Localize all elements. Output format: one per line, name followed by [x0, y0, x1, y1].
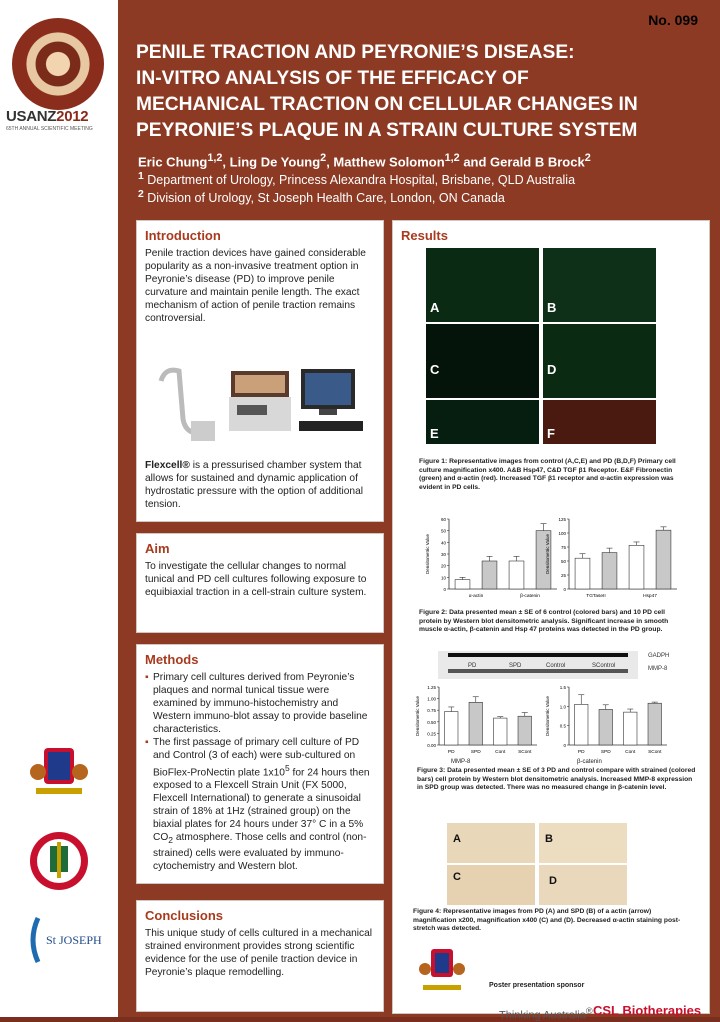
- bar: [445, 712, 458, 745]
- author-list: Eric Chung$^{1,2}$, Ling De Young$^2$, Matthew Solomon$^{1,2}$ and Gerald B Brock$^2$: [138, 152, 591, 170]
- conclusions-text: This unique study of cells cultured in a mechanical strained environment provides strong scientific evidence for the use of penile traction device in Peyronie’s plaque remodelling.: [145, 928, 373, 978]
- sponsor-csl-logo: CSL Biotherapies: [593, 1003, 702, 1018]
- bar: [482, 561, 497, 589]
- y-axis-label: Densitometric Value: [545, 534, 550, 574]
- usanz-emblem-icon: [12, 18, 104, 110]
- figure-3-caption: Figure 3: Data presented mean ± SE of 3 PD and control compare with strained (colored bars) cell protein by Western blot densitometric analysis. Increased MMP-8 expression in SPD group was detected. There was no measured change in β-catenin level.: [417, 767, 696, 791]
- poster-number: No. 099: [648, 12, 698, 28]
- figure-4-image-b: B: [539, 823, 627, 863]
- figure-3-right-xlabel: β-catenin: [577, 759, 602, 765]
- figure-3-chart-right: [543, 681, 673, 759]
- y-tick-label: 75: [560, 545, 566, 550]
- x-tick-label: Cont: [495, 750, 506, 755]
- st-joseph-logo-icon: [24, 912, 102, 968]
- poster-title: PENILE TRACTION AND PEYRONIE’S DISEASE: IN-VITRO ANALYSIS OF THE EFFICACY OF MECHANICAL TRACTION ON CELLULAR CHANGES IN PEYRONIE’S PLAQUE IN A STRAIN CULTURE SYSTEM: [136, 42, 638, 141]
- sponsor-thinking-australia: Thinking Australia®: [499, 1006, 593, 1022]
- aim-heading: Aim: [145, 541, 170, 556]
- y-tick-label: 125: [558, 517, 566, 522]
- bar: [575, 558, 590, 589]
- x-tick-label: β-catenin: [520, 594, 540, 599]
- x-tick-label: α-actin: [468, 594, 484, 599]
- usanz-logo-text: USANZ2012: [6, 108, 89, 125]
- sponsor-label: Poster presentation sponsor: [489, 982, 585, 989]
- introduction-panel: [136, 220, 384, 522]
- usanz-subtitle: 65TH ANNUAL SCIENTIFIC MEETING: [6, 126, 93, 132]
- blot-label-pd: PD: [468, 663, 477, 669]
- y-axis-label: Densitometric Value: [415, 696, 420, 736]
- bar: [494, 718, 507, 745]
- results-heading: Results: [401, 228, 448, 243]
- figure-4-image-c: C: [447, 865, 535, 905]
- x-tick-label: SPD: [600, 750, 611, 755]
- conclusions-panel: [136, 900, 384, 1012]
- micrograph-e: E: [426, 400, 539, 444]
- conclusions-heading: Conclusions: [145, 908, 224, 923]
- x-tick-label: Hsp47: [643, 594, 657, 599]
- college-crest-icon: [30, 742, 88, 800]
- bar: [518, 716, 531, 745]
- y-tick-label: 50: [560, 559, 566, 564]
- bar: [599, 709, 612, 745]
- y-tick-label: 60: [440, 517, 446, 522]
- introduction-heading: Introduction: [145, 228, 221, 243]
- bar: [455, 580, 470, 589]
- x-tick-label: SCont: [648, 750, 662, 755]
- flexcell-device-image: [151, 361, 371, 456]
- figure-2-caption: Figure 2: Data presented mean ± SE of 6 control (colored bars) and 10 PD cell protein by Western blot densitometric analysis. Significant increase in smooth muscle α-actin, β-catenin and Hsp 47 proteins was detected in the PD group.: [419, 609, 669, 633]
- introduction-text: Penile traction devices have gained considerable popularity as a non-invasive treatment option in Peyronie’s disease (PD) to improve penile curvature and maintain penile length. The exact mechanism of action of penile traction remains controversial.: [145, 248, 366, 324]
- bar: [624, 712, 637, 745]
- figure-2-chart-left: [423, 513, 563, 603]
- y-tick-label: 1.25: [427, 685, 436, 690]
- figure-1-caption: Figure 1: Representative images from control (A,C,E) and PD (B,D,F) Primary cell culture magnification x400. A&B Hsp47, C&D TGF β1 Receptor. E&F Fibronectin (green) and α-actin (red). Increased TGF β1 receptor and α-actin expression was evident in PD cells.: [419, 458, 676, 491]
- blot-label-spd: SPD: [509, 663, 522, 669]
- micrograph-a: A: [426, 248, 539, 322]
- micrograph-d: D: [543, 324, 656, 398]
- y-tick-label: 30: [440, 552, 446, 557]
- y-tick-label: 40: [440, 540, 446, 546]
- y-tick-label: 1.5: [559, 685, 566, 690]
- y-tick-label: 0: [443, 587, 446, 592]
- x-tick-label: TGTaseII: [586, 594, 606, 599]
- affiliation-1: $^1$ Department of Urology, Princess Alexandra Hospital, Brisbane, QLD Australia: [138, 171, 576, 188]
- y-tick-label: 0.75: [427, 708, 436, 714]
- figure-2-chart-right: [543, 513, 683, 603]
- y-tick-label: 50: [440, 528, 446, 534]
- y-tick-label: 1.0: [559, 704, 566, 710]
- blot-label-gadph: GADPH: [648, 653, 670, 659]
- figure-4-caption: Figure 4: Representative images from PD (A) and SPD (B) of a actin (arrow) magnification x200, magnification x400 (C) and (D). Decreased α-actin staining post-stretch was detected.: [413, 908, 681, 932]
- aim-text: To investigate the cellular changes to normal tunical and PD cell cultures following exposure to equibiaxial traction in a cell-strain culture system.: [145, 561, 367, 598]
- bar: [509, 561, 524, 589]
- y-tick-label: 0.00: [427, 743, 436, 748]
- y-tick-label: 100: [558, 531, 566, 536]
- y-tick-label: 0: [563, 587, 566, 592]
- flexcell-text: Flexcell® is a pressurised chamber system that allows for sustained and dynamic application of hydrostatic pressure with the option of additional tension.: [145, 460, 364, 510]
- y-tick-label: 0.25: [427, 731, 436, 737]
- svg-text:St JOSEPH: St JOSEPH: [46, 933, 102, 947]
- y-axis-label: Densitometric Value: [425, 534, 430, 574]
- x-tick-label: Cont: [625, 750, 636, 755]
- micrograph-f: F: [543, 400, 656, 444]
- y-tick-label: 0: [563, 743, 566, 748]
- x-tick-label: PD: [447, 750, 455, 755]
- y-tick-label: 0.5: [559, 723, 566, 729]
- x-tick-label: SCont: [518, 750, 532, 755]
- x-tick-label: PD: [577, 750, 585, 755]
- bar: [469, 702, 482, 745]
- methods-item-2: ▪ The first passage of primary cell culture of PD and Control (3 of each) were sub-cultured on BioFlex-ProNectin plate $1x10^5$ for 24 hours then exposed to a Flexcell Strain Unit (FX 5000, Flexcell International) to generate a sinusoidal strain of 18% at 1Hz (strained group) on the biaxial plates for 24 hours under 37° C in a 5% $CO_2$ atmosphere. Those cells and control (non-strained) cells were evaluated by immuno-cytochemistry and Western blot.: [145, 736, 375, 873]
- methods-panel: [136, 644, 384, 884]
- micrograph-c: C: [426, 324, 539, 398]
- bar: [575, 704, 588, 745]
- bar: [648, 703, 661, 745]
- y-axis-label: Densitometric Value: [545, 696, 550, 736]
- y-tick-label: 25: [560, 573, 566, 578]
- sponsor-crest-icon: [419, 943, 465, 1001]
- y-tick-label: 0.50: [427, 719, 436, 725]
- results-panel: [392, 220, 710, 1022]
- aim-panel: [136, 533, 384, 633]
- y-tick-label: 20: [440, 563, 446, 569]
- blot-label-control: Control: [546, 663, 566, 669]
- y-tick-label: 1.00: [427, 696, 436, 702]
- figure-4-image-d: D: [539, 865, 627, 905]
- surgical-society-crest-icon: [28, 830, 90, 892]
- blot-label-scontrol: SControl: [592, 663, 616, 669]
- bar: [629, 545, 644, 589]
- y-tick-label: 10: [440, 575, 446, 581]
- bar: [656, 530, 671, 589]
- blot-label-mmp8: MMP-8: [648, 666, 668, 672]
- figure-4-image-a: A: [447, 823, 535, 863]
- methods-item-1: ▪ Primary cell cultures derived from Peyronie’s plaques and normal tunical tissue were examined by immuno-histochemistry and Western immuno-blot assay to provide baseline characteristics.: [145, 671, 375, 736]
- affiliation-2: $^2$ Division of Urology, St Joseph Health Care, London, ON Canada: [138, 189, 505, 206]
- methods-heading: Methods: [145, 652, 199, 667]
- figure-3-chart-left: [413, 681, 543, 759]
- bar: [602, 553, 617, 589]
- figure-3-left-xlabel: MMP-8: [451, 759, 471, 765]
- x-tick-label: SPD: [470, 750, 481, 755]
- micrograph-b: B: [543, 248, 656, 322]
